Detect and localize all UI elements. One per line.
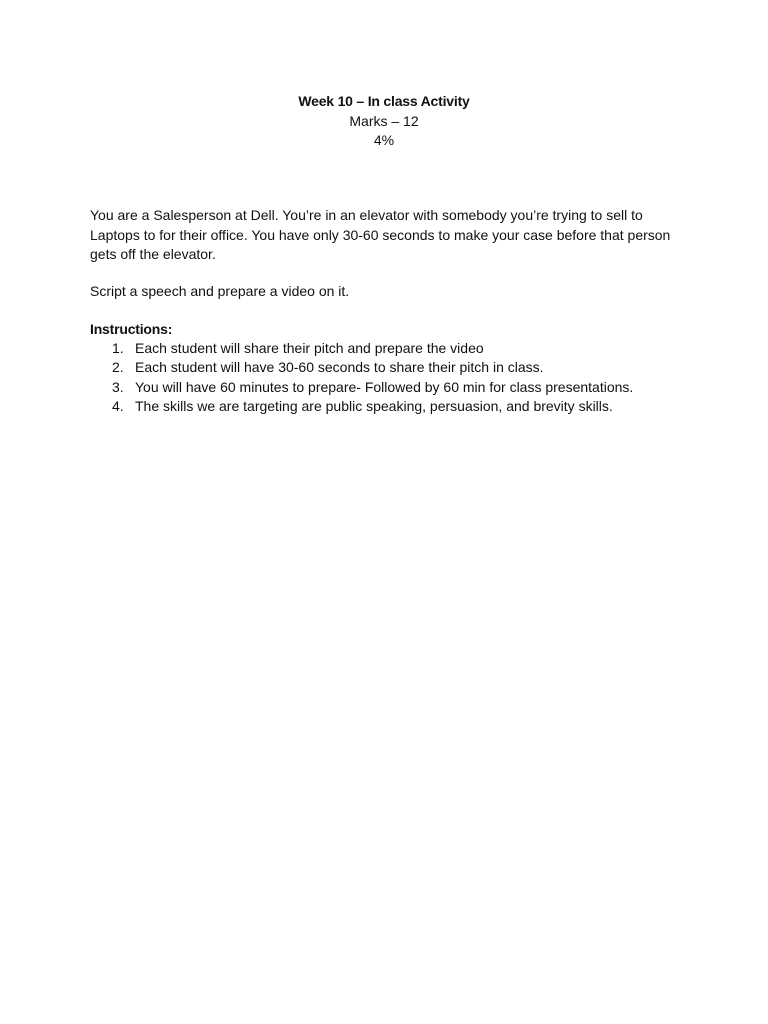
list-item-number: 3. xyxy=(112,378,124,395)
scenario-text: You are a Salesperson at Dell. You’re in an elevator with somebody you’re trying to sell to Laptops to for their office. You have only 30-60 seconds to make your case before that person gets off the elevator. xyxy=(90,207,671,262)
list-item xyxy=(90,378,690,397)
list-item-text: Each student will have 30-60 seconds to share their pitch in class. xyxy=(135,359,544,376)
list-item-number: 4. xyxy=(112,397,124,414)
list-item xyxy=(90,358,690,377)
instructions-section xyxy=(90,320,690,416)
instructions-list xyxy=(90,339,690,416)
list-item-number: 2. xyxy=(112,359,124,376)
document-title: Week 10 – In class Activity xyxy=(298,93,470,109)
list-item-text: Each student will share their pitch and prepare the video xyxy=(135,340,484,357)
marks-line: Marks – 12 xyxy=(349,112,419,129)
task-paragraph xyxy=(90,282,680,302)
task-text: Script a speech and prepare a video on it. xyxy=(90,283,350,299)
instructions-heading: Instructions: xyxy=(90,321,173,337)
list-item-text: The skills we are targeting are public speaking, persuasion, and brevity skills. xyxy=(135,397,613,414)
weight-line: 4% xyxy=(373,132,395,148)
list-item-number: 1. xyxy=(112,340,124,357)
scenario-paragraph xyxy=(90,206,680,265)
list-item-text: You will have 60 minutes to prepare- Followed by 60 min for class presentations. xyxy=(135,378,634,395)
list-item xyxy=(90,339,690,358)
document-header xyxy=(0,92,768,151)
list-item xyxy=(90,397,690,416)
